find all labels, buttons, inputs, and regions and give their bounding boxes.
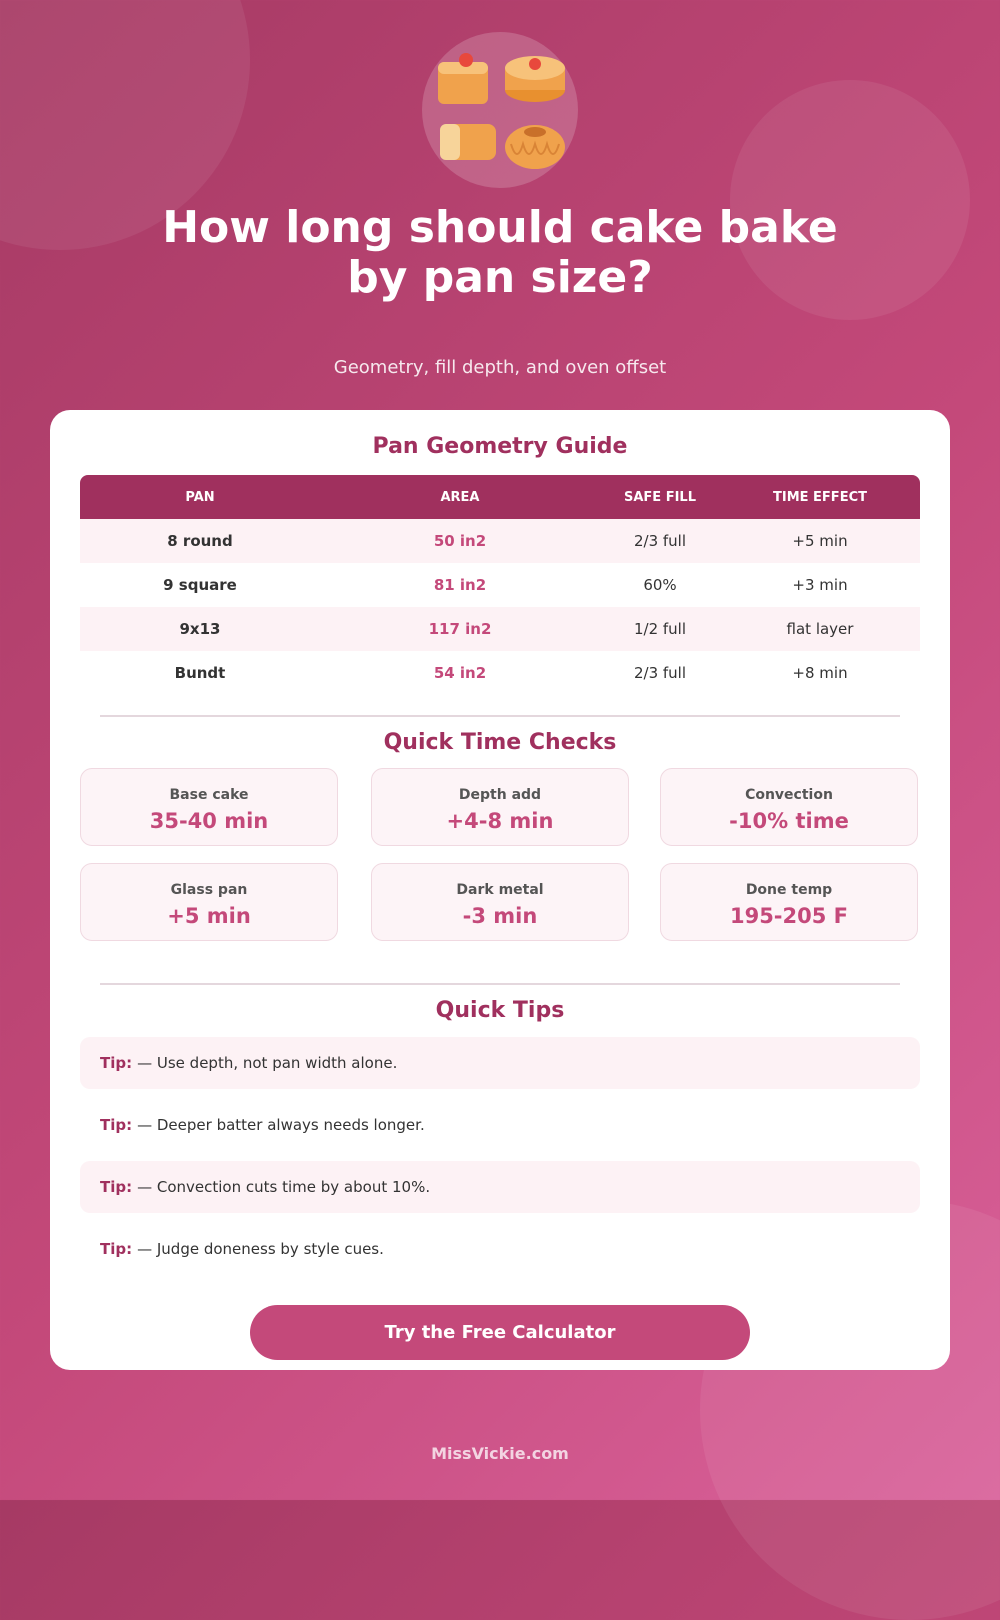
column-header: TIME EFFECT [773, 489, 867, 505]
check-value: -3 min [462, 904, 538, 928]
tip-prefix: Tip: [100, 1240, 133, 1258]
table-row [80, 651, 920, 695]
check-label: Base cake [169, 787, 249, 803]
column-header: AREA [440, 489, 480, 505]
effect-cell: +3 min [792, 576, 848, 594]
content-card [50, 410, 950, 1370]
tips-list [80, 1037, 920, 1285]
column-header: PAN [185, 489, 215, 505]
page-title [100, 203, 900, 303]
area-cell: 81 in2 [433, 576, 487, 594]
check-label: Dark metal [456, 882, 544, 898]
pan-cell: Bundt [174, 664, 226, 682]
area-cell: 54 in2 [433, 664, 487, 682]
title-line: How long should cake bake [162, 202, 838, 253]
check-value: -10% time [729, 809, 849, 833]
pan-cell: 9x13 [179, 620, 221, 638]
time-check-card [371, 768, 629, 846]
page-subtitle: Geometry, fill depth, and oven offset [333, 357, 667, 378]
check-label: Done temp [745, 882, 833, 898]
tip-text: — Use depth, not pan width alone. [137, 1054, 398, 1072]
tip-item [80, 1161, 920, 1213]
tip-item [80, 1037, 920, 1089]
fill-cell: 2/3 full [633, 664, 687, 682]
time-check-card [80, 768, 338, 846]
tips-title: Quick Tips [435, 998, 565, 1023]
footer-brand[interactable]: MissVickie.com [431, 1444, 569, 1463]
table-row [80, 519, 920, 563]
cakes-illustration [422, 32, 578, 188]
time-check-card [80, 863, 338, 941]
tip-text: — Deeper batter always needs longer. [137, 1116, 425, 1134]
time-check-card [660, 768, 918, 846]
section-divider [100, 983, 900, 985]
effect-cell: +5 min [792, 532, 848, 550]
tip-text: — Judge doneness by style cues. [137, 1240, 384, 1258]
check-value: +4-8 min [446, 809, 554, 833]
tip-text: — Convection cuts time by about 10%. [137, 1178, 431, 1196]
check-value: +5 min [167, 904, 251, 928]
check-label: Convection [745, 787, 833, 803]
column-header: SAFE FILL [624, 489, 696, 505]
table-row [80, 607, 920, 651]
tip-item [80, 1223, 920, 1275]
area-cell: 50 in2 [433, 532, 487, 550]
pan-guide-title: Pan Geometry Guide [372, 434, 628, 459]
tip-prefix: Tip: [100, 1054, 133, 1072]
check-value: 195-205 F [729, 904, 849, 928]
table-row [80, 563, 920, 607]
check-label: Depth add [458, 787, 542, 803]
tip-item [80, 1099, 920, 1151]
fill-cell: 2/3 full [633, 532, 687, 550]
area-cell: 117 in2 [428, 620, 492, 638]
check-label: Glass pan [170, 882, 248, 898]
fill-cell: 60% [643, 576, 677, 594]
title-line: by pan size? [347, 252, 653, 303]
table-header [80, 475, 920, 519]
check-value: 35-40 min [149, 809, 269, 833]
tip-prefix: Tip: [100, 1116, 133, 1134]
pan-table [80, 475, 920, 695]
effect-cell: flat layer [786, 620, 854, 638]
time-checks-title: Quick Time Checks [383, 730, 617, 755]
pan-cell: 8 round [167, 532, 233, 550]
section-divider [100, 715, 900, 717]
effect-cell: +8 min [792, 664, 848, 682]
fill-cell: 1/2 full [633, 620, 687, 638]
tip-prefix: Tip: [100, 1178, 133, 1196]
time-check-card [371, 863, 629, 941]
time-check-card [660, 863, 918, 941]
calculator-button[interactable]: Try the Free Calculator [250, 1305, 750, 1360]
pan-cell: 9 square [163, 576, 237, 594]
